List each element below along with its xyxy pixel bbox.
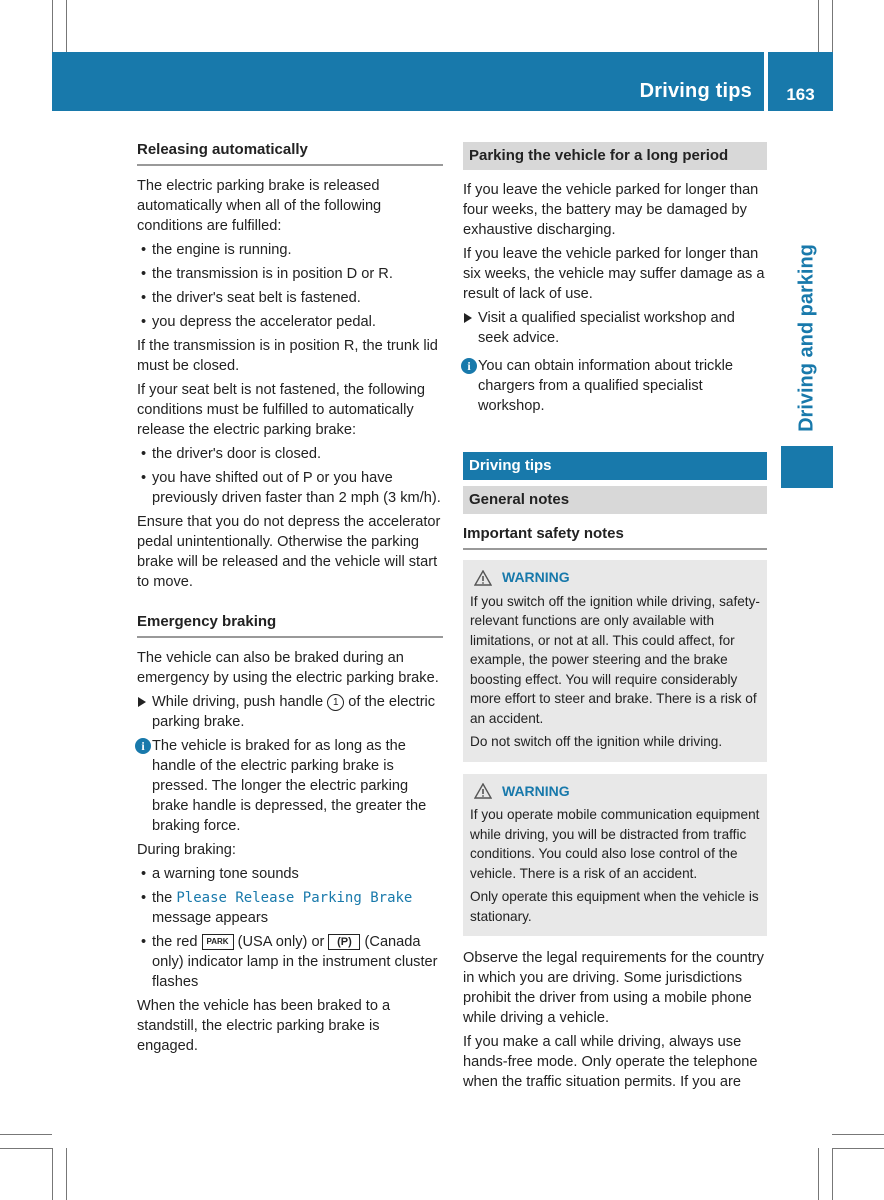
paragraph: If you leave the vehicle parked for longer than four weeks, the battery may be damaged by exhaustive discharging. — [463, 182, 759, 238]
list-item: • you have shifted out of P or you have previously driven faster than 2 mph (3 km/h). — [137, 468, 443, 508]
section-side-tab — [781, 236, 833, 440]
warning-action: Do not switch off the ignition while driving. — [470, 734, 723, 749]
warning-box — [463, 560, 767, 762]
action-step: While driving, push handle 1 of the electric parking brake. — [137, 692, 443, 732]
list-item: • the transmission is in position D or R. — [137, 264, 443, 284]
paragraph: During braking: — [137, 842, 236, 858]
warning-box — [463, 774, 767, 937]
warning-triangle-icon — [474, 570, 492, 586]
list-item: • the driver's seat belt is fastened. — [137, 288, 443, 308]
info-icon: i — [135, 738, 151, 754]
crop-mark — [52, 1148, 53, 1200]
list-item: • a warning tone sounds — [137, 864, 443, 884]
crop-mark — [832, 1134, 884, 1135]
crop-mark — [66, 1148, 67, 1200]
warning-text: If you operate mobile communication equipment while driving, you will be distracted from traffic conditions. You could also lose control of the vehicle. There is a risk of an accident. — [470, 807, 760, 881]
paragraph: If you make a call while driving, always use hands-free mode. Only operate the telephone when the traffic situation permits. If you are — [463, 1034, 758, 1090]
page-number: 163 — [786, 85, 815, 104]
heading-driving-tips: Driving tips — [463, 452, 767, 480]
right-column — [463, 142, 767, 1096]
page-title: Driving tips — [639, 80, 752, 102]
crop-mark — [832, 1148, 833, 1200]
action-step: Visit a qualified specialist workshop and seek advice. — [463, 308, 767, 348]
braking-list — [137, 864, 443, 992]
left-column — [137, 140, 443, 1060]
crop-mark — [0, 1134, 52, 1135]
paragraph: If you leave the vehicle parked for longer than six weeks, the vehicle may suffer damage as a result of lack of use. — [463, 246, 765, 302]
heading-releasing-automatically: Releasing automatically — [137, 140, 443, 166]
list-item: • the red PARK (USA only) or (P) (Canada only) indicator lamp in the instrument cluster flashes — [137, 932, 443, 992]
heading-important-safety-notes: Important safety notes — [463, 524, 767, 550]
list-item: • you depress the accelerator pedal. — [137, 312, 443, 332]
crop-mark — [66, 0, 67, 52]
display-message: Please Release Parking Brake — [176, 890, 413, 906]
info-icon: i — [461, 358, 477, 374]
crop-mark — [818, 0, 819, 52]
section-side-tab-marker — [781, 446, 833, 488]
paragraph: If the transmission is in position R, the trunk lid must be closed. — [137, 338, 438, 374]
section-side-tab-label: Driving and parking — [795, 244, 818, 432]
crop-mark — [0, 1148, 52, 1149]
heading-emergency-braking: Emergency braking — [137, 612, 443, 638]
page-number-box — [768, 52, 833, 111]
paragraph: Ensure that you do not depress the accelerator pedal unintentionally. Otherwise the parking brake will be released and the vehicle will start to move. — [137, 514, 441, 590]
paragraph: Observe the legal requirements for the country in which you are driving. Some jurisdictions prohibit the driver from using a mobile phone while driving a vehicle. — [463, 950, 764, 1026]
parking-brake-lamp-icon: (P) — [328, 934, 360, 950]
list-item: • the engine is running. — [137, 240, 443, 260]
paragraph: When the vehicle has been braked to a standstill, the electric parking brake is engaged. — [137, 998, 391, 1054]
callout-1-icon: 1 — [327, 694, 344, 711]
heading-general-notes: General notes — [463, 486, 767, 514]
warning-text: If you switch off the ignition while driving, safety-relevant functions are only available with limitations, or not at all. This could affect, for example, the power steering and the brake boosting effect. You will require considerably more effort to steer and brake. There is a risk of an accident. — [470, 593, 760, 726]
paragraph: If your seat belt is not fastened, the following conditions must be fulfilled to automatically release the electric parking brake: — [137, 382, 425, 438]
crop-mark — [52, 0, 53, 52]
crop-mark — [818, 1148, 819, 1200]
heading-parking-long-period: Parking the vehicle for a long period — [463, 142, 767, 170]
paragraph: The electric parking brake is released automatically when all of the following conditions are fulfilled: — [137, 178, 382, 234]
warning-triangle-icon — [474, 783, 492, 799]
list-item: • the Please Release Parking Brake message appears — [137, 888, 443, 928]
info-note: i The vehicle is braked for as long as the handle of the electric parking brake is pressed. The longer the electric parking brake handle is depressed, the greater the braking force. — [137, 736, 443, 836]
condition-list — [137, 444, 443, 508]
park-lamp-icon: PARK — [202, 934, 234, 950]
warning-action: Only operate this equipment when the vehicle is stationary. — [470, 889, 759, 924]
crop-mark — [832, 1148, 884, 1149]
info-note: i You can obtain information about trickle chargers from a qualified specialist workshop. — [463, 356, 767, 416]
crop-mark — [832, 0, 833, 52]
paragraph: The vehicle can also be braked during an emergency by using the electric parking brake. — [137, 650, 439, 686]
condition-list — [137, 240, 443, 332]
list-item: • the driver's door is closed. — [137, 444, 443, 464]
warning-title: WARNING — [470, 782, 760, 802]
warning-title: WARNING — [470, 568, 760, 588]
page-header — [52, 52, 764, 111]
